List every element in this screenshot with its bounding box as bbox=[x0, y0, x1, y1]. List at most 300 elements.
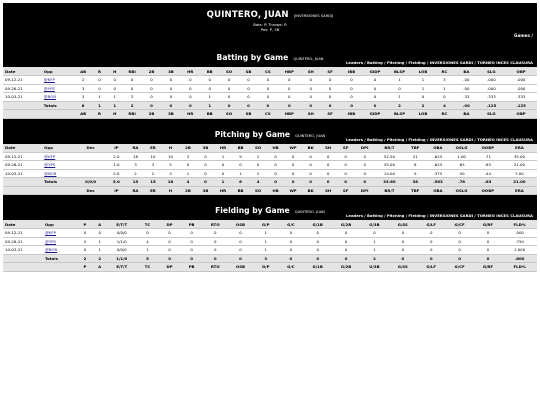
table-cell: HBP bbox=[278, 110, 301, 119]
table-cell: 0/0/0 bbox=[107, 229, 136, 238]
table-cell: OSLG bbox=[449, 186, 474, 195]
table-cell: .125 bbox=[505, 101, 537, 110]
table-cell: 1 bbox=[387, 93, 413, 102]
table-cell: 0 bbox=[161, 101, 180, 110]
totals-row bbox=[3, 178, 537, 187]
table-cell: 0 bbox=[340, 84, 363, 93]
table-cell: GIDP bbox=[363, 110, 386, 119]
table-cell: 0 bbox=[319, 178, 337, 187]
opponent-link[interactable]: @YPS bbox=[43, 85, 55, 91]
table-cell: 52.50 bbox=[375, 152, 404, 161]
table-cell: BB bbox=[232, 186, 250, 195]
breadcrumb[interactable]: Leaders / Batting / Pitching / Fielding / INVERSIONES SARDI / TORNEO INCES CLAUSURA bbox=[345, 136, 533, 142]
table-cell: 0 bbox=[445, 237, 473, 246]
batting-title: Batting by Game bbox=[216, 53, 289, 62]
table-cell bbox=[43, 246, 78, 255]
table-cell: 4 bbox=[434, 101, 455, 110]
table-cell: RA bbox=[127, 186, 145, 195]
table-cell: 0 bbox=[159, 246, 181, 255]
table-cell: OBA bbox=[427, 144, 450, 153]
table-cell bbox=[42, 76, 75, 85]
table-cell: 0 bbox=[92, 76, 107, 85]
table-cell: 0 bbox=[228, 229, 253, 238]
table-cell: CS bbox=[258, 110, 277, 119]
table-cell: 0/0/0 bbox=[75, 178, 106, 187]
opponent-link[interactable]: @YPS bbox=[44, 238, 57, 244]
batting-player-name: QUINTERO, JUAN bbox=[293, 57, 324, 61]
table-cell: 38 bbox=[404, 178, 427, 187]
table-cell: SB bbox=[239, 110, 258, 119]
table-cell: 1 bbox=[200, 101, 219, 110]
table-cell: RBI bbox=[122, 110, 141, 119]
table-cell: .78 bbox=[449, 178, 474, 187]
table-cell: 0 bbox=[337, 152, 355, 161]
table-cell: 2 bbox=[387, 101, 413, 110]
breadcrumb[interactable]: Leaders / Batting / Pitching / Fielding / INVERSIONES SARDI / TORNEO INCES CLAUSURA bbox=[345, 213, 533, 218]
table-cell: 0 bbox=[179, 161, 197, 170]
table-cell: 0 bbox=[203, 229, 228, 238]
table-cell: 0 bbox=[219, 76, 238, 85]
table-cell: Date bbox=[3, 220, 43, 229]
table-cell: R bbox=[92, 67, 107, 76]
table-cell: A bbox=[92, 220, 107, 229]
table-cell: 0 bbox=[474, 229, 502, 238]
table-cell: .333 bbox=[505, 93, 537, 102]
table-cell: TBF bbox=[404, 144, 427, 153]
table-cell bbox=[3, 101, 42, 110]
table-cell: 0 bbox=[200, 76, 219, 85]
table-cell bbox=[3, 110, 42, 119]
table-cell: SF bbox=[337, 144, 355, 153]
table-cell: G/2B bbox=[332, 263, 360, 272]
table-cell: 0 bbox=[122, 84, 141, 93]
pitching-section-header bbox=[3, 119, 537, 144]
table-cell: Date bbox=[3, 67, 42, 76]
table-cell: 35.00 bbox=[502, 152, 537, 161]
table-cell: 0 bbox=[363, 76, 386, 85]
table-cell: G/2B bbox=[332, 220, 360, 229]
table-cell bbox=[75, 152, 106, 161]
table-cell: 0 bbox=[278, 84, 301, 93]
table-cell: 0 bbox=[136, 229, 158, 238]
breadcrumb[interactable]: Leaders / Batting / Pitching / Fielding / INVERSIONES SARDI / TORNEO INCES CLAUSURA bbox=[345, 60, 533, 65]
table-cell: G/3B bbox=[360, 220, 388, 229]
table-cell: 0 bbox=[278, 229, 303, 238]
table-cell: ERA bbox=[502, 144, 537, 153]
table-cell: 0 bbox=[304, 254, 332, 263]
table-cell: R bbox=[92, 110, 107, 119]
table-cell: 0 bbox=[302, 152, 320, 161]
table-cell bbox=[43, 263, 78, 272]
table-cell: 2B bbox=[179, 144, 197, 153]
table-cell: 3B bbox=[197, 144, 215, 153]
table-cell: 10-03-21 bbox=[3, 169, 42, 178]
table-cell: 3 bbox=[162, 169, 180, 178]
opponent-link[interactable]: @YPS bbox=[44, 162, 56, 168]
opponent-link[interactable]: @BOR bbox=[44, 247, 58, 253]
table-cell: HR bbox=[181, 110, 200, 119]
table-cell: 0 bbox=[319, 169, 337, 178]
table-cell bbox=[3, 186, 42, 195]
table-cell: BK bbox=[302, 144, 320, 153]
table-cell: IP bbox=[106, 186, 127, 195]
table-cell: SF bbox=[320, 110, 339, 119]
table-cell: 0 bbox=[142, 84, 161, 93]
table-cell: 0 bbox=[320, 101, 339, 110]
table-cell: 0 bbox=[258, 101, 277, 110]
table-cell: BR/7 bbox=[375, 144, 404, 153]
table-cell: .000 bbox=[478, 76, 506, 85]
table-cell: 0 bbox=[219, 84, 238, 93]
table-cell: 0 bbox=[161, 93, 180, 102]
header-row bbox=[3, 144, 537, 153]
table-cell: 0 bbox=[181, 76, 200, 85]
table-cell: G/P bbox=[253, 220, 278, 229]
table-cell: 0 bbox=[434, 93, 455, 102]
table-cell: DPI bbox=[354, 186, 375, 195]
table-cell: 0 bbox=[445, 254, 473, 263]
table-cell: 0 bbox=[267, 152, 285, 161]
table-cell: WP bbox=[284, 144, 302, 153]
table-cell: 0 bbox=[267, 178, 285, 187]
table-cell: 2 bbox=[249, 152, 267, 161]
table-cell: IBB bbox=[340, 67, 363, 76]
table-cell: 0 bbox=[284, 178, 302, 187]
totals-row bbox=[3, 101, 537, 110]
table-cell: 0 bbox=[332, 237, 360, 246]
table-cell: 0 bbox=[474, 237, 502, 246]
table-cell: OBA bbox=[427, 186, 450, 195]
table-cell: 8 bbox=[74, 101, 91, 110]
page bbox=[3, 3, 537, 272]
table-cell: 0 bbox=[142, 93, 161, 102]
fielding-table bbox=[3, 220, 537, 272]
table-cell: 1/1/0 bbox=[107, 254, 136, 263]
games-link[interactable]: Games / bbox=[514, 33, 533, 38]
table-cell: 0 bbox=[284, 161, 302, 170]
table-cell: IBB bbox=[340, 110, 363, 119]
table-cell: 10 bbox=[144, 152, 162, 161]
table-cell: 0 bbox=[228, 254, 253, 263]
table-cell: 2.0 bbox=[106, 169, 127, 178]
table-cell: H bbox=[162, 186, 180, 195]
table-cell: 0 bbox=[107, 76, 122, 85]
table-cell: 2 bbox=[78, 254, 93, 263]
table-cell bbox=[42, 84, 75, 93]
table-cell: 1 bbox=[253, 229, 278, 238]
table-cell: H bbox=[107, 110, 122, 119]
table-cell bbox=[43, 237, 78, 246]
table-cell: 9 bbox=[404, 169, 427, 178]
table-cell: 1 bbox=[92, 101, 107, 110]
table-cell: 1 bbox=[232, 169, 250, 178]
table-cell: 1 bbox=[107, 101, 122, 110]
table-cell: Opp bbox=[42, 144, 75, 153]
table-cell: 0 bbox=[320, 84, 339, 93]
table-cell: 2B bbox=[142, 110, 161, 119]
table-cell: 09-12-21 bbox=[3, 229, 43, 238]
opponent-link[interactable]: @KFP bbox=[44, 153, 56, 159]
table-cell: 0 bbox=[181, 254, 203, 263]
table-cell bbox=[42, 169, 75, 178]
table-cell: DP bbox=[159, 263, 181, 272]
table-cell: 0 bbox=[354, 178, 375, 187]
table-cell: G/1B bbox=[304, 263, 332, 272]
table-cell: OOBP bbox=[474, 186, 502, 195]
table-cell: HR bbox=[214, 186, 232, 195]
table-cell: DPI bbox=[354, 144, 375, 153]
table-cell bbox=[3, 254, 43, 263]
table-cell: .000 bbox=[505, 84, 537, 93]
table-cell: 0 bbox=[159, 254, 181, 263]
table-cell: 3 bbox=[253, 254, 278, 263]
table-cell: 1 bbox=[412, 76, 433, 85]
table-cell: RA bbox=[127, 144, 145, 153]
table-cell: 0 bbox=[197, 169, 215, 178]
table-cell: 1 bbox=[214, 152, 232, 161]
table-cell: 21.00 bbox=[502, 178, 537, 187]
table-cell: SO bbox=[219, 67, 238, 76]
table-cell: G/SS bbox=[389, 220, 417, 229]
table-cell: RC bbox=[434, 110, 455, 119]
table-cell: 0 bbox=[267, 169, 285, 178]
table-cell: FLD% bbox=[502, 220, 537, 229]
table-cell: 0 bbox=[301, 101, 320, 110]
table-cell: 1 bbox=[412, 84, 433, 93]
table-cell: IP bbox=[106, 144, 127, 153]
table-cell: 3 bbox=[179, 152, 197, 161]
table-cell: 0 bbox=[304, 229, 332, 238]
table-cell bbox=[43, 229, 78, 238]
table-cell: 09-12-21 bbox=[3, 76, 42, 85]
table-cell: 0 bbox=[228, 246, 253, 255]
table-cell: 0 bbox=[389, 246, 417, 255]
table-cell: 3 bbox=[74, 93, 91, 102]
table-cell: 09-26-21 bbox=[3, 84, 42, 93]
table-cell: 0 bbox=[304, 246, 332, 255]
table-cell: PB bbox=[181, 220, 203, 229]
table-cell: 4 bbox=[179, 178, 197, 187]
table-cell: 35.00 bbox=[375, 161, 404, 170]
table-cell: G/LF bbox=[417, 220, 445, 229]
table-cell: 0 bbox=[363, 101, 386, 110]
table-cell: OSB bbox=[228, 263, 253, 272]
table-cell: 0 bbox=[278, 246, 303, 255]
totals-row bbox=[3, 254, 537, 263]
table-cell: .63 bbox=[449, 161, 474, 170]
table-cell: 0 bbox=[301, 84, 320, 93]
table-cell bbox=[3, 178, 42, 187]
table-cell: PB bbox=[181, 263, 203, 272]
table-cell: 0 bbox=[389, 237, 417, 246]
table-cell: 18 bbox=[162, 178, 180, 187]
table-cell: 0 bbox=[412, 93, 433, 102]
table-cell: BB bbox=[200, 110, 219, 119]
table-cell: 21 bbox=[404, 152, 427, 161]
table-cell: 5 bbox=[162, 161, 180, 170]
table-cell: 1 bbox=[200, 93, 219, 102]
table-cell: 0 bbox=[232, 161, 250, 170]
table-cell: ER bbox=[144, 144, 162, 153]
table-cell: RTO bbox=[203, 220, 228, 229]
table-cell: E/T/T bbox=[107, 263, 136, 272]
table-cell: 0 bbox=[302, 169, 320, 178]
table-cell: Totals bbox=[43, 254, 78, 263]
table-cell: 1 bbox=[360, 237, 388, 246]
table-cell: 3B bbox=[161, 67, 180, 76]
table-cell: 21.00 bbox=[502, 161, 537, 170]
table-cell: BA bbox=[455, 110, 477, 119]
table-cell: 0 bbox=[159, 237, 181, 246]
table-cell: DP bbox=[159, 220, 181, 229]
table-cell bbox=[42, 110, 75, 119]
table-cell: 0 bbox=[363, 93, 386, 102]
table-cell: HB bbox=[267, 186, 285, 195]
table-cell: 2 bbox=[78, 237, 93, 246]
table-cell: ER bbox=[144, 186, 162, 195]
footer-header-row bbox=[3, 186, 537, 195]
table-cell: CS bbox=[258, 67, 277, 76]
opponent-link[interactable]: @KFP bbox=[43, 77, 55, 83]
table-cell: 0 bbox=[301, 76, 320, 85]
table-cell: 0 bbox=[417, 246, 445, 255]
table-cell: SF bbox=[320, 67, 339, 76]
table-cell: WP bbox=[284, 186, 302, 195]
table-cell: 0 bbox=[417, 254, 445, 263]
bats-throws: Bats: R Throws: R bbox=[253, 22, 287, 27]
table-cell: 0 bbox=[92, 229, 107, 238]
table-cell: SO bbox=[219, 110, 238, 119]
header-row bbox=[3, 220, 537, 229]
table-cell: SO bbox=[249, 144, 267, 153]
table-cell: 0 bbox=[107, 84, 122, 93]
table-cell: 0/0/0 bbox=[107, 246, 136, 255]
table-cell: 0 bbox=[354, 152, 375, 161]
table-cell: 0 bbox=[340, 93, 363, 102]
table-cell: G/SS bbox=[389, 263, 417, 272]
table-cell: 0 bbox=[258, 93, 277, 102]
table-cell: 0 bbox=[319, 152, 337, 161]
table-cell: G/CF bbox=[445, 263, 473, 272]
table-cell: SF bbox=[337, 186, 355, 195]
table-cell: 2 bbox=[249, 169, 267, 178]
table-cell: Totals bbox=[42, 101, 75, 110]
table-cell: 1 bbox=[92, 93, 107, 102]
table-cell: 0 bbox=[219, 101, 238, 110]
table-cell: 5.0 bbox=[106, 178, 127, 187]
table-cell: .625 bbox=[427, 161, 450, 170]
table-cell: OSB bbox=[228, 220, 253, 229]
table-cell: .800 bbox=[502, 254, 537, 263]
table-cell: 0 bbox=[239, 101, 258, 110]
table-cell: 0 bbox=[354, 161, 375, 170]
table-cell: Dec bbox=[75, 186, 106, 195]
table-cell: P bbox=[78, 263, 93, 272]
batting-table bbox=[3, 67, 537, 119]
table-cell: RBI bbox=[122, 67, 141, 76]
table-cell: 0 bbox=[181, 84, 200, 93]
table-cell: 0 bbox=[92, 84, 107, 93]
player-position: Pos: P, 3B bbox=[260, 27, 280, 32]
table-cell: 6 bbox=[232, 178, 250, 187]
table-cell: 0 bbox=[214, 161, 232, 170]
table-cell: 0 bbox=[78, 229, 93, 238]
table-cell: 0 bbox=[445, 229, 473, 238]
header-row bbox=[3, 67, 537, 76]
opponent-link[interactable]: @KFP bbox=[44, 230, 56, 236]
table-cell bbox=[75, 161, 106, 170]
table-cell: 0 bbox=[258, 84, 277, 93]
table-cell: 0 bbox=[445, 246, 473, 255]
table-cell: 0 bbox=[278, 237, 303, 246]
table-cell: 1 bbox=[214, 178, 232, 187]
pitching-title: Pitching by Game bbox=[214, 129, 291, 139]
table-cell: BLSP bbox=[387, 110, 413, 119]
table-cell: AB bbox=[74, 110, 91, 119]
table-cell: BB bbox=[232, 144, 250, 153]
player-name: QUINTERO, JUAN bbox=[206, 10, 289, 20]
table-cell: .00 bbox=[455, 84, 477, 93]
table-cell: 0 bbox=[278, 76, 301, 85]
table-cell: BLSP bbox=[387, 67, 413, 76]
table-cell: 0 bbox=[284, 152, 302, 161]
table-cell: 1 bbox=[92, 237, 107, 246]
table-cell: OBP bbox=[505, 67, 537, 76]
opponent-link[interactable]: @BOR bbox=[43, 94, 57, 100]
table-cell: 0 bbox=[301, 93, 320, 102]
table-cell: .750 bbox=[502, 237, 537, 246]
table-cell: 3 bbox=[127, 161, 145, 170]
table-cell: 2B bbox=[142, 67, 161, 76]
table-cell: 0 bbox=[302, 161, 320, 170]
table-cell: 0 bbox=[337, 178, 355, 187]
table-cell: HR bbox=[181, 67, 200, 76]
opponent-link[interactable]: @BOR bbox=[44, 170, 57, 176]
table-cell: 0 bbox=[319, 161, 337, 170]
table-cell: 0 bbox=[78, 246, 93, 255]
table-cell: 5 bbox=[136, 254, 158, 263]
table-cell: .00 bbox=[455, 76, 477, 85]
table-cell: 4 bbox=[136, 237, 158, 246]
table-cell: 3 bbox=[144, 161, 162, 170]
table-cell: SLG bbox=[478, 110, 506, 119]
table-cell: 0 bbox=[354, 169, 375, 178]
table-cell: 0 bbox=[387, 84, 413, 93]
table-cell: LOB bbox=[412, 67, 433, 76]
table-cell: 0 bbox=[267, 161, 285, 170]
table-row bbox=[3, 229, 537, 238]
table-cell: SB bbox=[239, 67, 258, 76]
table-cell: 1 bbox=[136, 246, 158, 255]
table-cell: 10-03-21 bbox=[3, 246, 43, 255]
table-cell: Opp bbox=[42, 67, 75, 76]
table-cell: .125 bbox=[478, 101, 506, 110]
table-cell: .00 bbox=[455, 101, 477, 110]
table-cell: RTO bbox=[203, 263, 228, 272]
table-cell: G/C bbox=[278, 220, 303, 229]
table-cell: .625 bbox=[427, 152, 450, 161]
table-cell: OSLG bbox=[449, 144, 474, 153]
table-row bbox=[3, 169, 537, 178]
table-cell: 0 bbox=[181, 237, 203, 246]
table-cell: Dec bbox=[75, 144, 106, 153]
table-cell: 0 bbox=[360, 229, 388, 238]
table-cell: Date bbox=[3, 144, 42, 153]
table-cell: 1 bbox=[253, 237, 278, 246]
table-cell: 3 bbox=[434, 76, 455, 85]
table-cell: 0 bbox=[203, 254, 228, 263]
table-cell: 14.00 bbox=[375, 169, 404, 178]
